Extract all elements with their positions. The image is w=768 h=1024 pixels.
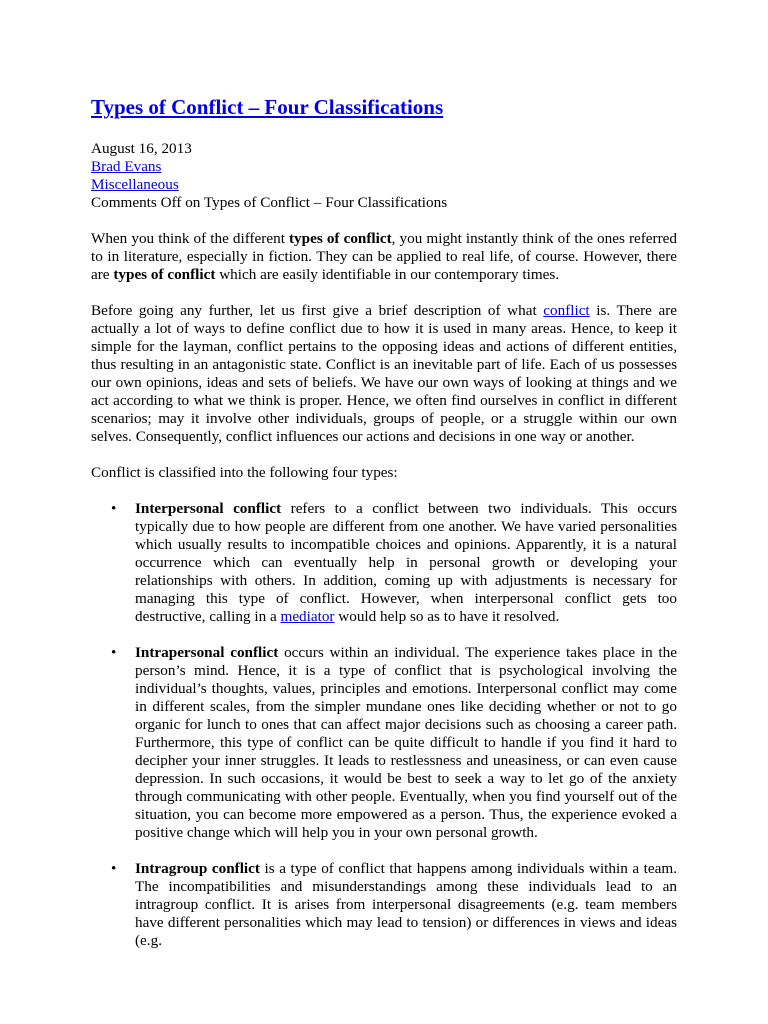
conflict-types-list	[91, 500, 677, 950]
bold-term: types of conflict	[113, 266, 216, 283]
term-intragroup: Intragroup conflict	[135, 860, 260, 877]
definition-paragraph: Before going any further, let us first give a brief description of what conflict is. There are actually a lot of ways to define conflict due to how it is used in many areas. Hence, to keep it simple for the layman, conflict pertains to the opposing ideas and actions of different entities, thus resulting in an antagonistic state. Conflict is an inevitable part of life. Each of us possesses our own opinions, ideas and sets of beliefs. We have our own ways of looking at things and we act according to what we think is proper. Hence, we often find ourselves in conflict in different scenarios; may it involve other individuals, groups of people, or a struggle within our own selves. Consequently, conflict influences our actions and decisions in one way or another.	[91, 302, 677, 445]
conflict-link[interactable]: conflict	[543, 302, 590, 319]
classification-intro: Conflict is classified into the following four types:	[91, 464, 398, 481]
list-item-intrapersonal: • Intrapersonal conflict occurs within an individual. The experience takes place in the person’s mind. Hence, it is a type of conflict that is psychological involving the individual’s thoughts, values, principles and emotions. Interpersonal conflict may come in different scales, from the simpler mundane ones like deciding whether or not to go organic for lunch to ones that can affect major decisions such as choosing a career path. Furthermore, this type of conflict can be quite difficult to handle if you find it hard to decipher your inner struggles. It leads to restlessness and uneasiness, or can even cause depression. In such occasions, it would be best to seek a way to let go of the anxiety through communicating with other people. Eventually, when you find yourself out of the situation, you can become more empowered as a person. Thus, the experience evoked a positive change which will help you in your own personal growth.	[111, 644, 677, 841]
article-meta	[91, 140, 677, 212]
author-link[interactable]: Brad Evans	[91, 158, 162, 175]
term-intrapersonal: Intrapersonal conflict	[135, 644, 279, 661]
post-date: August 16, 2013	[91, 140, 192, 157]
bullet-icon: •	[111, 860, 117, 877]
comments-status: Comments Off on Types of Conflict – Four Classifications	[91, 194, 448, 211]
article	[91, 93, 677, 968]
term-interpersonal: Interpersonal conflict	[135, 500, 282, 517]
bold-term: types of conflict	[289, 230, 392, 247]
bullet-icon: •	[111, 644, 117, 661]
mediator-link[interactable]: mediator	[280, 608, 335, 625]
category-link[interactable]: Miscellaneous	[91, 176, 179, 193]
article-title-link[interactable]: Types of Conflict – Four Classifications	[91, 95, 444, 119]
article-title	[91, 93, 677, 121]
list-item-intragroup: • Intragroup conflict is a type of conflict that happens among individuals within a team. The incompatibilities and misunderstandings among these individuals lead to an intragroup conflict. It is arises from interpersonal disagreements (e.g. team members have different personalities which may lead to tension) or differences in views and ideas (e.g.	[111, 860, 677, 949]
bullet-icon: •	[111, 500, 117, 517]
list-item-interpersonal: • Interpersonal conflict refers to a conflict between two individuals. This occurs typically due to how people are different from one another. We have varied personalities which usually results to incompatible choices and opinions. Apparently, it is a natural occurrence which can eventually help in personal growth or developing your relationships with others. In addition, coming up with adjustments is necessary for managing this type of conflict. However, when interpersonal conflict gets too destructive, calling in a mediator would help so as to have it resolved.	[111, 500, 678, 625]
intro-paragraph: When you think of the different types of conflict, you might instantly think of the ones referred to in literature, especially in fiction. They can be applied to real life, of course. However, there are types of conflict which are easily identifiable in our contemporary times.	[91, 230, 677, 283]
